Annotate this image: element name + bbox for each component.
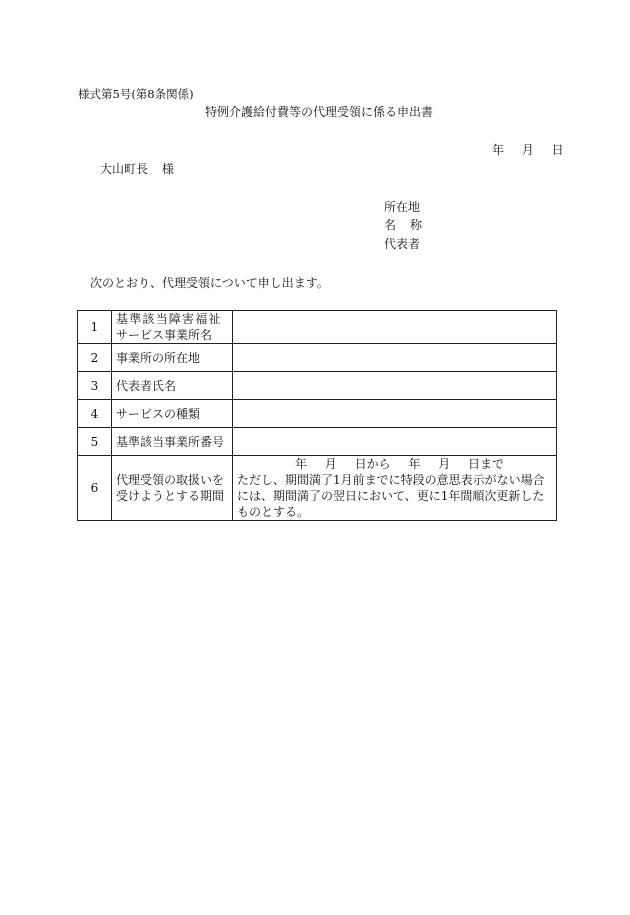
row-label: 代表者氏名: [112, 372, 233, 400]
row-label: 事業所の所在地: [112, 344, 233, 372]
row-number: 3: [78, 372, 112, 400]
application-table: [77, 310, 557, 521]
facility-address-field[interactable]: [233, 344, 557, 372]
row-number: 5: [78, 428, 112, 456]
row-label-line: 代理受領の取扱いを: [116, 473, 225, 487]
table-row: [78, 372, 557, 400]
period-note-line: ものとする。: [237, 505, 310, 519]
facility-name-field[interactable]: [233, 311, 557, 344]
document-title: 特例介護給付費等の代理受領に係る申出書: [204, 105, 433, 119]
applicant-address-label: 所在地: [384, 200, 421, 214]
date-line: 年 月 日: [492, 143, 564, 157]
row-number: 2: [78, 344, 112, 372]
applicant-representative-label: 代表者: [384, 237, 421, 251]
row-number: 1: [78, 311, 112, 344]
row-label-line: サービス事業所名: [116, 328, 213, 342]
row-number: 6: [78, 456, 112, 521]
row-label-line: 受けようとする期間: [116, 489, 225, 503]
table-row: [78, 456, 557, 521]
period-note-line: には、期間満了の翌日において、更に1年間順次更新した: [237, 489, 545, 503]
table-row: [78, 400, 557, 428]
period-note-line: ただし、期間満了1月前までに特段の意思表示がない場合: [237, 473, 545, 487]
representative-name-field[interactable]: [233, 372, 557, 400]
row-label: サービスの種類: [112, 400, 233, 428]
applicant-name-label: 名称: [384, 218, 437, 232]
row-number: 4: [78, 400, 112, 428]
table-row: [78, 344, 557, 372]
period-dates: 年 月 日から 年 月 日まで: [294, 457, 505, 471]
row-label: [112, 456, 233, 521]
service-type-field[interactable]: [233, 400, 557, 428]
row-label: 基準該当事業所番号: [112, 428, 233, 456]
row-label: [112, 311, 233, 344]
row-label-line: 基準該当障害福祉: [116, 312, 222, 326]
form-number: 様式第5号(第8条関係): [78, 87, 194, 101]
intro-text: 次のとおり、代理受領について申し出ます。: [90, 276, 329, 290]
table-row: [78, 311, 557, 344]
period-field[interactable]: [233, 456, 557, 521]
table-row: [78, 428, 557, 456]
addressee: 大山町長 様: [100, 162, 174, 176]
facility-number-field[interactable]: [233, 428, 557, 456]
